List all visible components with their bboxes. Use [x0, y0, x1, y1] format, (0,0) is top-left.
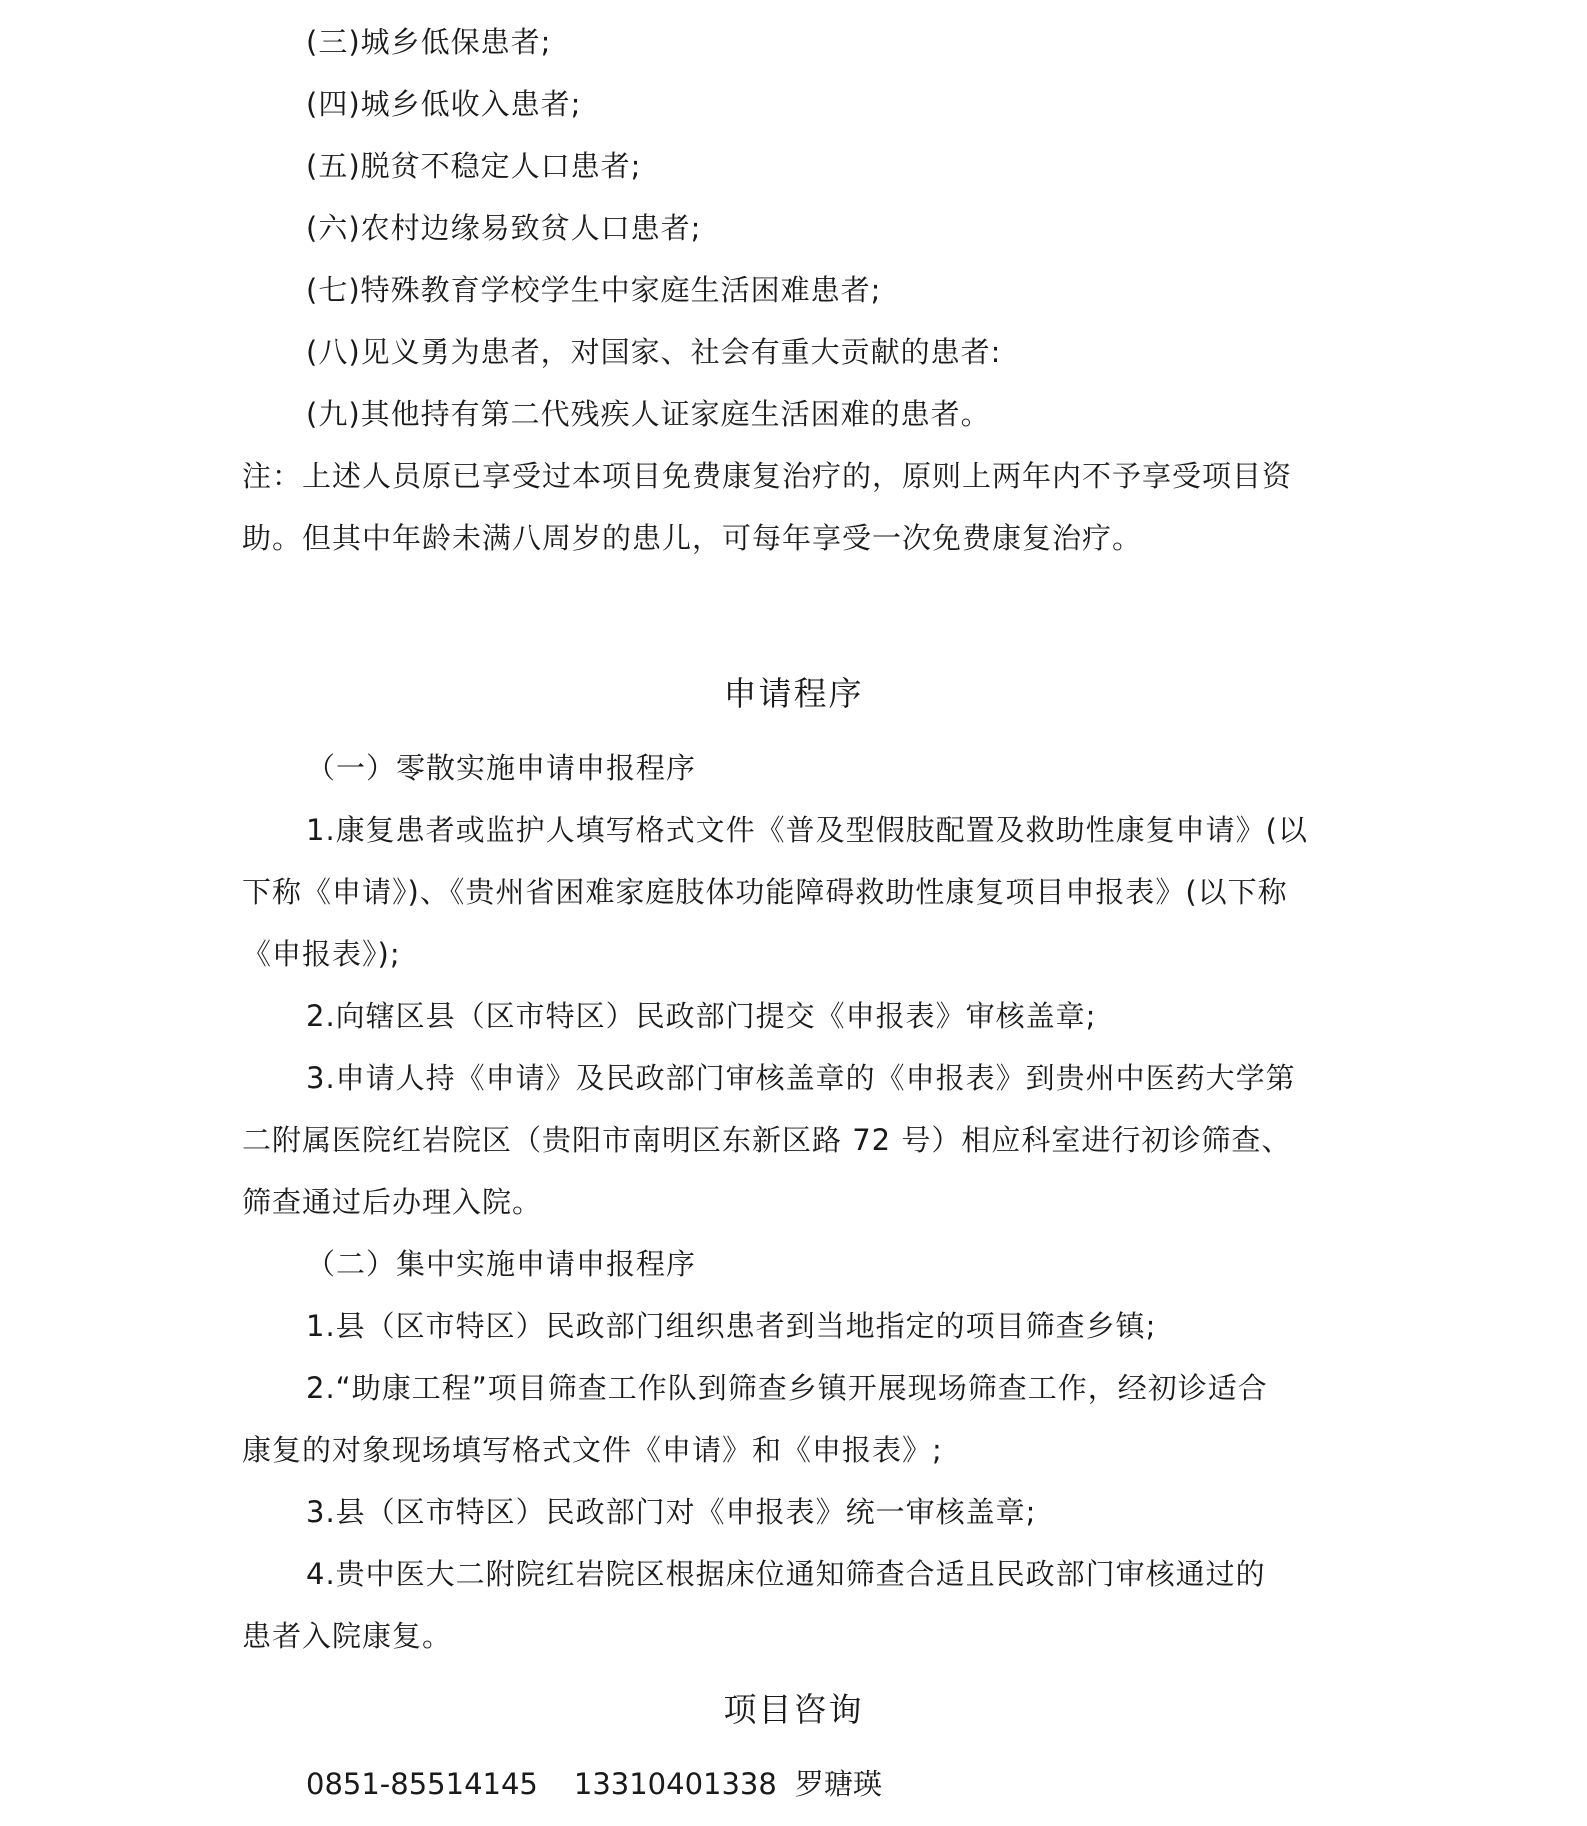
procedure-part2-step1: 1.县（区市特区）民政部门组织患者到当地指定的项目筛查乡镇;: [306, 1309, 1157, 1343]
procedure-part1-step1-line2: 下称《申请》)、《贵州省困难家庭肢体功能障碍救助性康复项目申报表》(以下称: [242, 875, 1288, 909]
procedure-part1-step3-line3: 筛查通过后办理入院。: [242, 1185, 543, 1219]
procedure-part2-step2-line2: 康复的对象现场填写格式文件《申请》和《申报表》;: [242, 1433, 943, 1467]
consult-contact-line: [306, 1764, 882, 1804]
procedure-part2-step3: 3.县（区市特区）民政部门对《申报表》统一审核盖章;: [306, 1495, 1037, 1529]
consult-phone-mobile: 13310401338: [573, 1767, 777, 1801]
procedure-part2-title: （二）集中实施申请申报程序: [306, 1247, 697, 1281]
eligibility-item-5: (五)脱贫不稳定人口患者;: [306, 149, 642, 183]
section-heading-consult: 项目咨询: [723, 1690, 864, 1729]
procedure-part2-step4-line1: 4.贵中医大二附院红岩院区根据床位通知筛查合适且民政部门审核通过的: [306, 1557, 1266, 1591]
procedure-part2-step2-line1: 2.“助康工程”项目筛查工作队到筛查乡镇开展现场筛查工作，经初诊适合: [306, 1371, 1268, 1405]
procedure-part2-step4-line2: 患者入院康复。: [242, 1619, 453, 1653]
procedure-part1-step3-line1: 3.申请人持《申请》及民政部门审核盖章的《申报表》到贵州中医药大学第: [306, 1061, 1296, 1095]
eligibility-item-8: (八)见义勇为患者，对国家、社会有重大贡献的患者:: [306, 335, 1002, 369]
procedure-part1-step1-line3: 《申报表》);: [242, 937, 401, 971]
procedure-part1-title: （一）零散实施申请申报程序: [306, 751, 697, 785]
eligibility-note-line2: 助。但其中年龄未满八周岁的患儿，可每年享受一次免费康复治疗。: [242, 521, 1143, 555]
eligibility-note-line1: 注：上述人员原已享受过本项目免费康复治疗的，原则上两年内不予享受项目资: [242, 459, 1293, 493]
eligibility-item-7: (七)特殊教育学校学生中家庭生活困难患者;: [306, 273, 882, 307]
procedure-part1-step1-line1: 1.康复患者或监护人填写格式文件《普及型假肢配置及救助性康复申请》(以: [306, 813, 1308, 847]
consult-phone-landline: 0851-85514145: [306, 1767, 538, 1801]
eligibility-item-3: (三)城乡低保患者;: [306, 25, 552, 59]
consult-contact-name: 罗瑭瑛: [794, 1767, 882, 1801]
procedure-part1-step3-line2: 二附属医院红岩院区（贵阳市南明区东新区路 72 号）相应科室进行初诊筛查、: [242, 1123, 1292, 1157]
eligibility-item-6: (六)农村边缘易致贫人口患者;: [306, 211, 702, 245]
eligibility-item-4: (四)城乡低收入患者;: [306, 87, 582, 121]
eligibility-item-9: (九)其他持有第二代残疾人证家庭生活困难的患者。: [306, 397, 991, 431]
procedure-part1-step2: 2.向辖区县（区市特区）民政部门提交《申报表》审核盖章;: [306, 999, 1097, 1033]
section-heading-procedure: 申请程序: [723, 674, 864, 713]
